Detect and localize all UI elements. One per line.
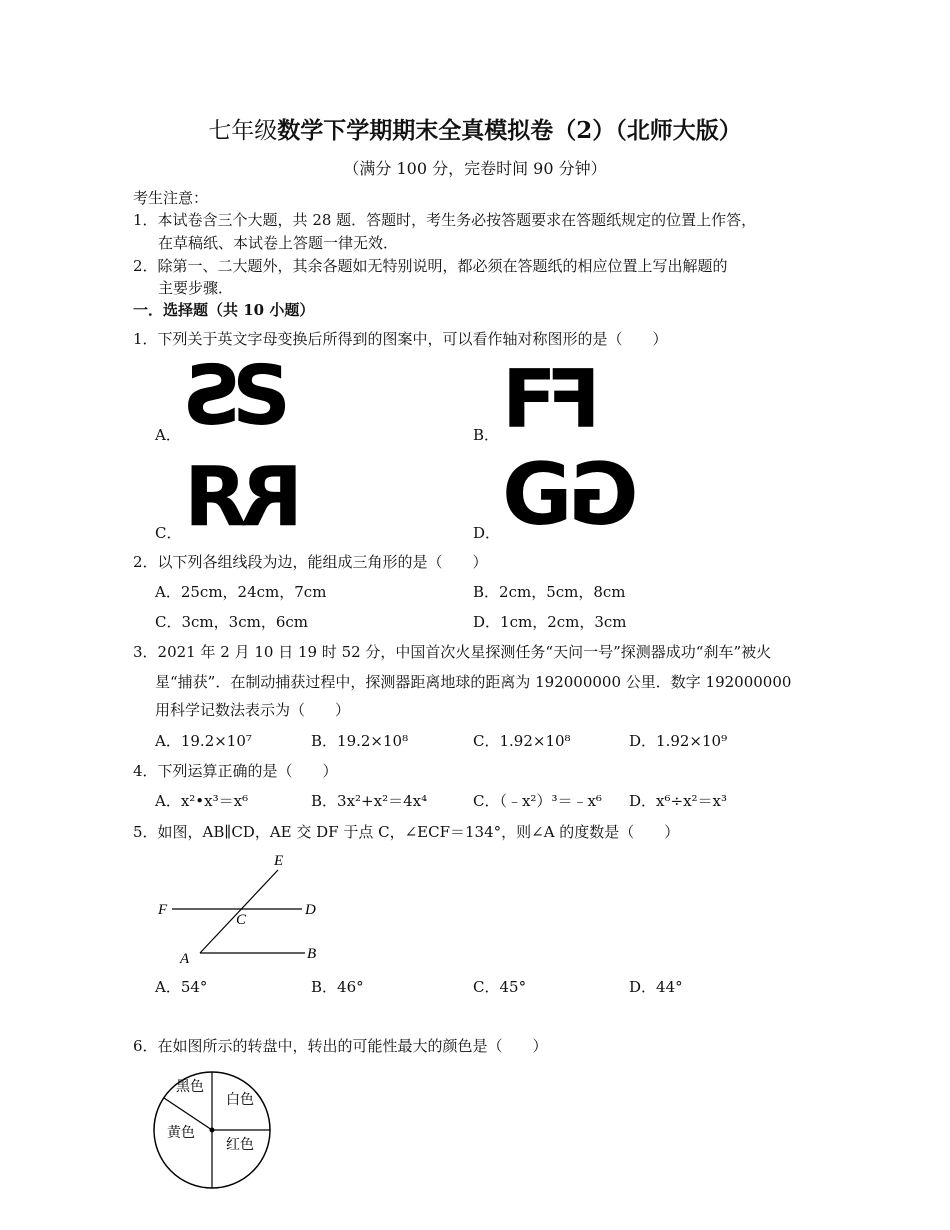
q4-stem: 4．下列运算正确的是（ ）	[133, 762, 338, 780]
q1-option-c-label: C．	[155, 524, 182, 542]
q3-stem-line3: 用科学记数法表示为（ ）	[155, 701, 351, 719]
q3-option-c: C．1.92×10⁸	[473, 732, 571, 750]
q3-option-d: D．1.92×10⁹	[629, 732, 728, 750]
sector-black-label: 黑色	[176, 1079, 204, 1095]
section-heading: 一．选择题（共 10 小题）	[133, 301, 315, 319]
q5-stem: 5．如图，AB∥CD，AE 交 DF 于点 C，∠ECF＝134°，则∠A 的度数是（ ）	[133, 823, 680, 841]
q2-stem: 2．以下列各组线段为边，能组成三角形的是（ ）	[133, 553, 488, 571]
sector-yellow-label: 黄色	[167, 1125, 195, 1141]
q4-option-a: A．x²•x³＝x⁶	[155, 792, 249, 810]
q5-option-c: C．45°	[473, 978, 527, 996]
page-title: 七年级数学下学期期末全真模拟卷（2）（北师大版）	[208, 117, 742, 144]
q3-option-b: B．19.2×10⁸	[311, 732, 409, 750]
q5-option-d: D．44°	[629, 978, 683, 996]
q2-option-c: C．3cm，3cm，6cm	[155, 613, 308, 631]
point-c-label: C	[236, 912, 247, 928]
point-e-label: E	[274, 853, 284, 869]
q4-option-b: B．3x²+x²＝4x⁴	[311, 792, 428, 810]
point-f-label: F	[158, 902, 168, 918]
spinner-center	[210, 1128, 215, 1133]
notice-item-1-cont: 在草稿纸、本试卷上答题一律无效．	[158, 234, 399, 252]
point-a-label: A	[180, 951, 190, 967]
q5-geometry-figure	[150, 850, 330, 970]
notice-item-2-cont: 主要步骤．	[158, 279, 234, 297]
notice-heading: 考生注意：	[133, 189, 209, 207]
page-subtitle: （满分 100 分，完卷时间 90 分钟）	[343, 159, 607, 178]
point-b-label: B	[307, 946, 317, 962]
q2-option-b: B．2cm，5cm，8cm	[473, 583, 626, 601]
q4-option-c: C．（﹣x²）³＝﹣x⁶	[473, 792, 602, 810]
notice-item-1: 1．本试卷含三个大题，共 28 题．答题时，考生务必按答题要求在答题纸规定的位置上作答，	[133, 211, 757, 229]
q6-spinner-figure	[150, 1062, 290, 1202]
notice-item-2: 2．除第一、二大题外，其余各题如无特别说明，都必须在答题纸的相应位置上写出解题的	[133, 257, 728, 275]
point-d-label: D	[305, 902, 316, 918]
sector-white-label: 白色	[226, 1092, 254, 1108]
q2-option-d: D．1cm，2cm，3cm	[473, 613, 627, 631]
q3-option-a: A．19.2×10⁷	[155, 732, 252, 750]
sector-red-label: 红色	[226, 1137, 254, 1153]
q1-stem: 1．下列关于英文字母变换后所得到的图案中，可以看作轴对称图形的是（ ）	[133, 330, 668, 348]
q3-stem-line2: 星“捕获”．在制动捕获过程中，探测器距离地球的距离为 192000000 公里．数字 192000000	[155, 673, 792, 691]
q5-option-a: A．54°	[155, 978, 208, 996]
q1-option-b-label: B．	[473, 426, 500, 444]
q2-option-a: A．25cm，24cm，7cm	[155, 583, 327, 601]
q5-option-b: B．46°	[311, 978, 364, 996]
q4-option-d: D．x⁶÷x²＝x³	[629, 792, 728, 810]
q3-stem-line1: 3．2021 年 2 月 10 日 19 时 52 分，中国首次火星探测任务“天问一号”探测器成功“刹车”被火	[133, 643, 772, 661]
q1-option-a-label: A．	[155, 426, 181, 444]
q1-option-d-label: D．	[473, 524, 501, 542]
q6-stem: 6．在如图所示的转盘中，转出的可能性最大的颜色是（ ）	[133, 1037, 548, 1055]
